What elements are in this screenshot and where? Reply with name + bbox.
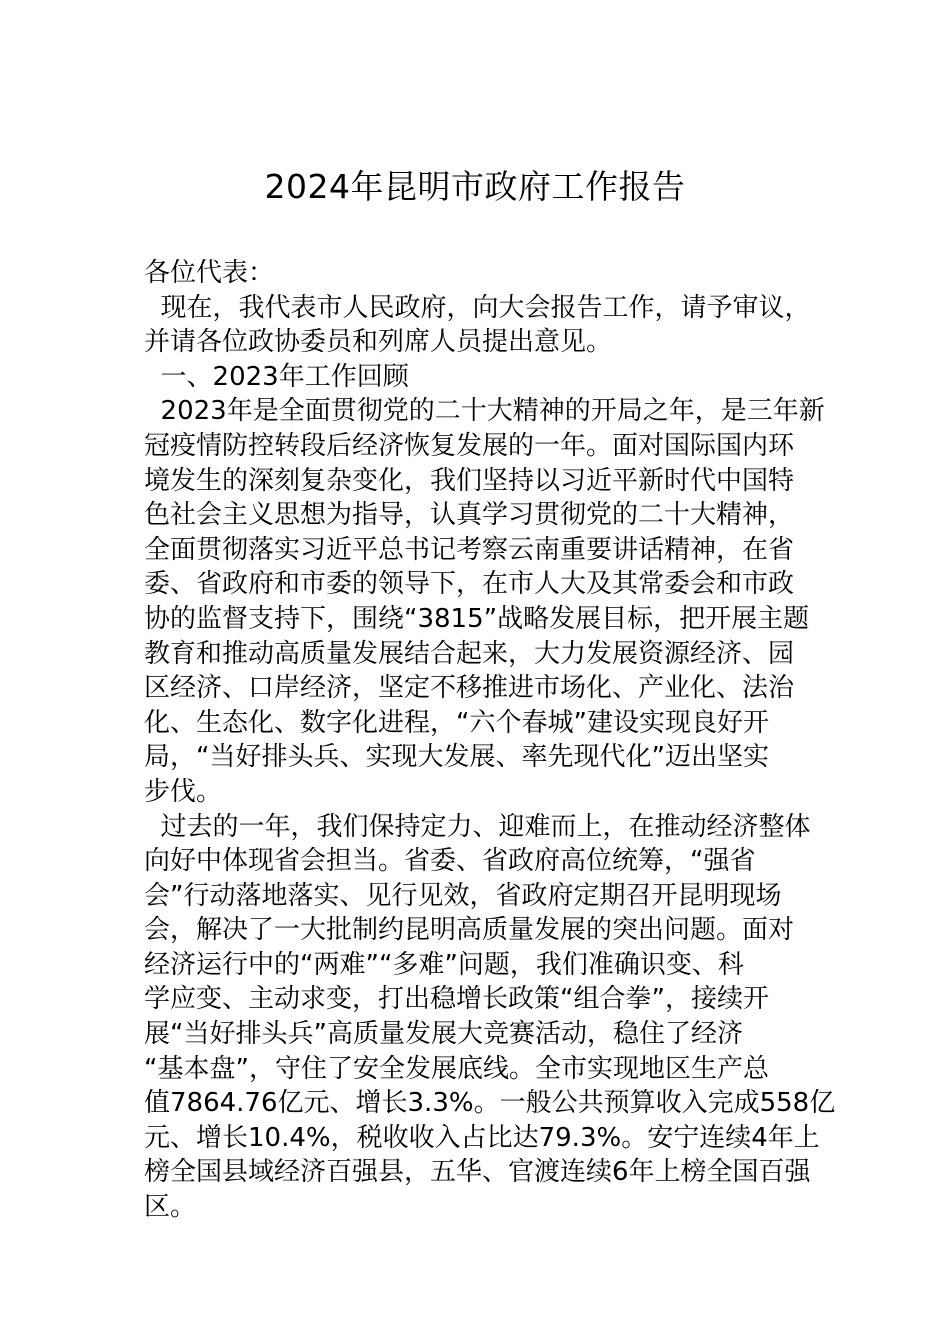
body-line: 向好中体现省会担当。省委、省政府高位统筹，“强省 (144, 846, 756, 877)
body-line: 经济运行中的“两难”“多难”问题，我们准确识变、科 (144, 949, 744, 980)
body-line: 榜全国县域经济百强县，五华、官渡连续6年上榜全国百强 (144, 1157, 811, 1188)
body-line: 并请各位政协委员和列席人员提出意见。 (144, 327, 613, 358)
body-line: 2023年是全面贯彻党的二十大精神的开局之年，是三年新 (144, 396, 825, 427)
body-line: 区。 (144, 1192, 197, 1223)
document-body (144, 256, 836, 1225)
body-line: 各位代表： (144, 258, 275, 288)
body-line: 值7864.76亿元、增长3.3%。一般公共预算收入完成558亿 (144, 1088, 836, 1119)
body-line: 元、增长10.4%，税收收入占比达79.3%。安宁连续4年上 (144, 1122, 820, 1153)
body-line: 全面贯彻落实习近平总书记考察云南重要讲话精神，在省 (144, 534, 795, 565)
body-line: 教育和推动高质量发展结合起来，大力发展资源经济、园 (144, 638, 795, 669)
body-line: 协的监督支持下，围绕“3815”战略发展目标，把开展主题 (144, 603, 810, 634)
body-line: 学应变、主动求变，打出稳增长政策“组合拳”，接续开 (144, 984, 769, 1015)
body-line: 局，“当好排头兵、实现大发展、率先现代化”迈出坚实 (144, 742, 769, 773)
body-line: 现在，我代表市人民政府，向大会报告工作，请予审议， (144, 292, 811, 323)
body-line: 会，解决了一大批制约昆明高质量发展的突出问题。面对 (144, 915, 795, 946)
body-line: 冠疫情防控转段后经济恢复发展的一年。面对国际国内环 (144, 430, 795, 461)
body-line: 委、省政府和市委的领导下，在市人大及其常委会和市政 (144, 569, 795, 600)
document-title: 2024年昆明市政府工作报告 (264, 167, 686, 206)
body-line: “基本盘”，守住了安全发展底线。全市实现地区生产总 (144, 1053, 769, 1084)
body-line: 境发生的深刻复杂变化，我们坚持以习近平新时代中国特 (144, 465, 795, 496)
body-line: 展“当好排头兵”高质量发展大竞赛活动，稳住了经济 (144, 1019, 743, 1050)
body-line: 步伐。 (144, 776, 223, 807)
body-line: 会”行动落地落实、见行见效，省政府定期召开昆明现场 (144, 880, 782, 911)
body-line: 一、2023年工作回顾 (144, 361, 409, 392)
body-line: 化、生态化、数字化进程，“六个春城”建设实现良好开 (144, 707, 769, 738)
body-line: 色社会主义思想为指导，认真学习贯彻党的二十大精神， (144, 500, 795, 531)
body-line: 过去的一年，我们保持定力、迎难而上，在推动经济整体 (144, 811, 811, 842)
body-line: 区经济、口岸经济，坚定不移推进市场化、产业化、法治 (144, 673, 795, 704)
